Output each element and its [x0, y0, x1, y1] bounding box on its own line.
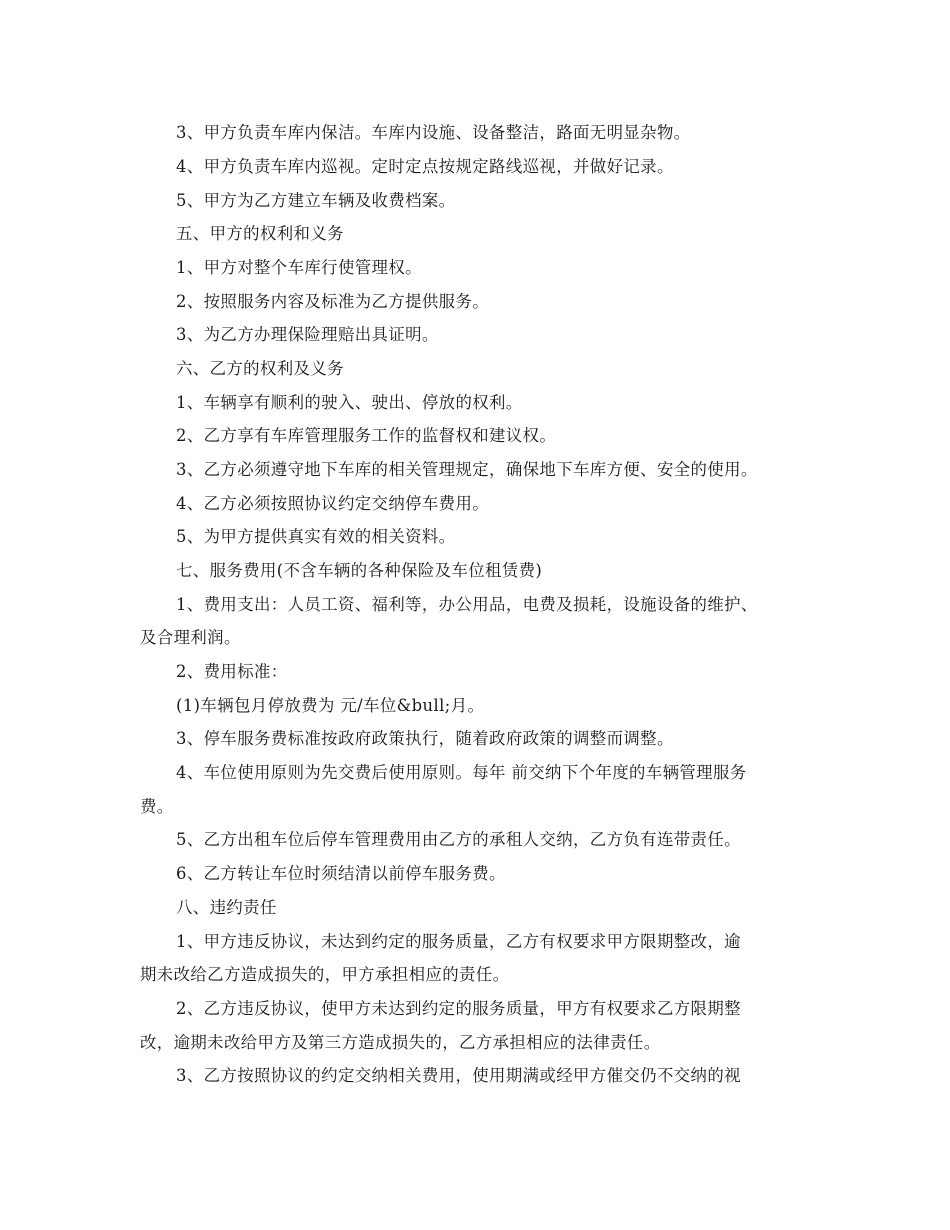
text-line: 3、停车服务费标准按政府政策执行，随着政府政策的调整而调整。	[176, 729, 674, 748]
text-line: 费。	[140, 797, 174, 816]
text-line: 3、乙方必须遵守地下车库的相关管理规定，确保地下车库方便、安全的使用。	[176, 460, 758, 479]
text-line: 1、费用支出：人员工资、福利等，办公用品，电费及损耗，设施设备的维护、	[176, 595, 758, 614]
section-heading: 七、服务费用(不含车辆的各种保险及车位租赁费)	[176, 561, 543, 580]
section-heading: 六、乙方的权利及义务	[176, 359, 344, 378]
text-line: 4、乙方必须按照协议约定交纳停车费用。	[176, 494, 490, 513]
text-line: 5、甲方为乙方建立车辆及收费档案。	[176, 191, 456, 210]
text-line: (1)车辆包月停放费为 元/车位&bull;月。	[176, 696, 485, 715]
text-line: 期未改给乙方造成损失的，甲方承担相应的责任。	[140, 965, 510, 984]
section-heading: 五、甲方的权利和义务	[176, 224, 344, 243]
text-line: 改，逾期未改给甲方及第三方造成损失的，乙方承担相应的法律责任。	[140, 1033, 661, 1052]
section-heading: 八、违约责任	[176, 898, 277, 917]
text-line: 3、为乙方办理保险理赔出具证明。	[176, 325, 439, 344]
text-line: 2、按照服务内容及标准为乙方提供服务。	[176, 292, 490, 311]
text-line: 1、甲方对整个车库行使管理权。	[176, 258, 422, 277]
text-line: 5、乙方出租车位后停车管理费用由乙方的承租人交纳，乙方负有连带责任。	[176, 830, 741, 849]
text-line: 2、乙方享有车库管理服务工作的监督权和建议权。	[176, 426, 557, 445]
text-line: 1、甲方违反协议，未达到约定的服务质量，乙方有权要求甲方限期整改，逾	[176, 932, 741, 951]
text-line: 5、为甲方提供真实有效的相关资料。	[176, 527, 456, 546]
text-line: 4、甲方负责车库内巡视。定时定点按规定路线巡视，并做好记录。	[176, 157, 674, 176]
text-line: 2、乙方违反协议，使甲方未达到约定的服务质量，甲方有权要求乙方限期整	[176, 999, 741, 1018]
text-line: 3、乙方按照协议的约定交纳相关费用，使用期满或经甲方催交仍不交纳的视	[176, 1066, 741, 1085]
text-line: 6、乙方转让车位时须结清以前停车服务费。	[176, 864, 506, 883]
text-line: 2、费用标准：	[176, 662, 288, 681]
text-line: 及合理利润。	[140, 628, 241, 647]
text-line: 4、车位使用原则为先交费后使用原则。每年 前交纳下个年度的车辆管理服务	[176, 763, 747, 782]
text-line: 3、甲方负责车库内保洁。车库内设施、设备整洁，路面无明显杂物。	[176, 123, 691, 142]
text-line: 1、车辆享有顺利的驶入、驶出、停放的权利。	[176, 393, 523, 412]
